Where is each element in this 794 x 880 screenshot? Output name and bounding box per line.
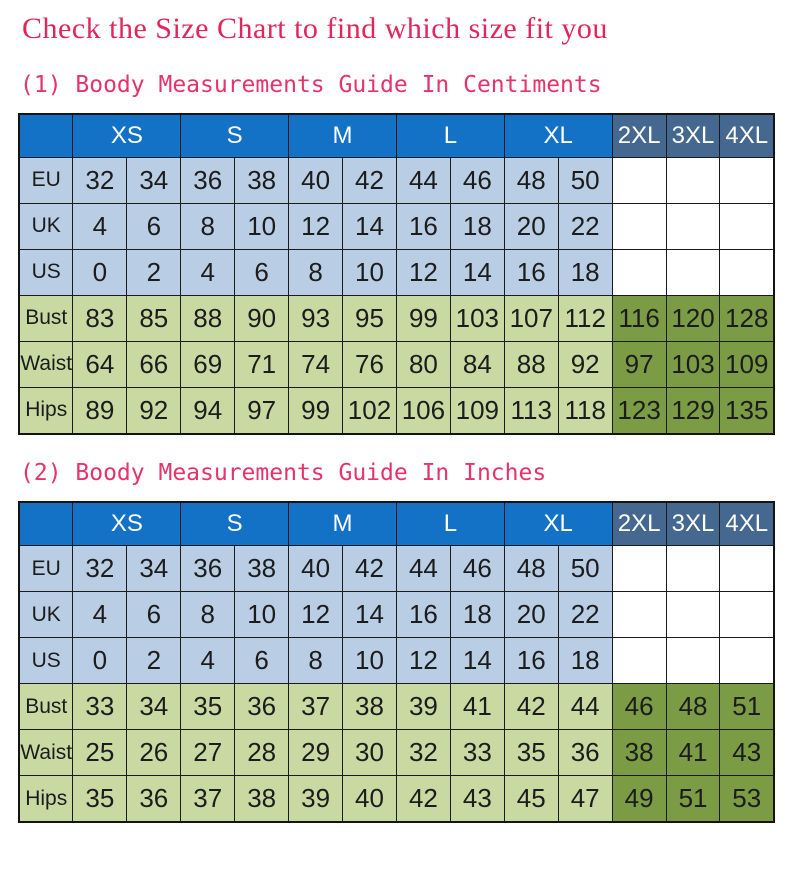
table-cell: 8 [181, 592, 235, 638]
table-cell: 8 [289, 249, 343, 295]
table-cell: 0 [73, 249, 127, 295]
table-cell: 16 [504, 249, 558, 295]
table-cell-extended: 48 [666, 684, 720, 730]
table-cell-extended: 135 [720, 387, 774, 434]
table-cell-extended: 38 [612, 730, 666, 776]
table-header-row [19, 502, 774, 546]
table-cell: 20 [504, 592, 558, 638]
table-cell-extended: 43 [720, 730, 774, 776]
table-cell-extended: 116 [612, 295, 666, 341]
row-label-uk: UK [19, 203, 73, 249]
table-cell: 42 [343, 157, 397, 203]
table-cell-extended [612, 249, 666, 295]
table-cell-extended [666, 638, 720, 684]
table-cell: 35 [73, 776, 127, 823]
table-cell: 71 [235, 341, 289, 387]
section-heading-inches: (2) Boody Measurements Guide In Inches [20, 459, 547, 486]
table-cell: 42 [396, 776, 450, 823]
table-cell: 6 [235, 638, 289, 684]
table-cell: 88 [504, 341, 558, 387]
table-cell: 10 [235, 592, 289, 638]
table-cell: 103 [450, 295, 504, 341]
row-label-eu: EU [19, 157, 73, 203]
table-cell: 27 [181, 730, 235, 776]
table-cell: 16 [396, 592, 450, 638]
row-label-hips: Hips [19, 387, 73, 434]
table-cell: 39 [396, 684, 450, 730]
table-cell: 92 [127, 387, 181, 434]
row-label-waist: Waist [19, 341, 73, 387]
table-cell: 35 [181, 684, 235, 730]
size-header-m: M [289, 114, 397, 158]
size-header-xs: XS [73, 114, 181, 158]
table-cell: 4 [181, 249, 235, 295]
table-row-us [19, 638, 774, 684]
table-cell: 22 [558, 203, 612, 249]
table-cell: 80 [396, 341, 450, 387]
table-cell: 38 [235, 157, 289, 203]
table-cell: 113 [504, 387, 558, 434]
size-header-4xl: 4XL [720, 502, 774, 546]
table-cell: 6 [127, 592, 181, 638]
size-header-3xl: 3XL [666, 114, 720, 158]
table-cell: 29 [289, 730, 343, 776]
row-label-bust: Bust [19, 295, 73, 341]
table-cell-extended [720, 157, 774, 203]
table-cell: 12 [396, 638, 450, 684]
table-cell: 89 [73, 387, 127, 434]
table-cell: 10 [343, 638, 397, 684]
table-row-hips [19, 387, 774, 434]
table-cell: 8 [289, 638, 343, 684]
table-cell: 46 [450, 157, 504, 203]
table-cell: 32 [73, 546, 127, 592]
table-cell: 85 [127, 295, 181, 341]
table-cell-extended: 41 [666, 730, 720, 776]
table-cell: 34 [127, 157, 181, 203]
table-cell: 12 [289, 203, 343, 249]
table-cell: 92 [558, 341, 612, 387]
table-cell: 16 [504, 638, 558, 684]
table-cell: 39 [289, 776, 343, 823]
table-cell-extended [720, 249, 774, 295]
table-row-eu [19, 546, 774, 592]
table-cell: 40 [289, 546, 343, 592]
table-cell: 18 [450, 592, 504, 638]
size-header-s: S [181, 502, 289, 546]
table-cell: 2 [127, 249, 181, 295]
table-row-uk [19, 592, 774, 638]
row-label-waist: Waist [19, 730, 73, 776]
size-header-s: S [181, 114, 289, 158]
size-header-l: L [396, 502, 504, 546]
table-cell: 109 [450, 387, 504, 434]
table-cell-extended [666, 157, 720, 203]
table-cell: 33 [450, 730, 504, 776]
table-cell: 41 [450, 684, 504, 730]
table-cell: 18 [558, 638, 612, 684]
table-cell: 38 [343, 684, 397, 730]
table-cell: 4 [181, 638, 235, 684]
table-cell-extended: 103 [666, 341, 720, 387]
table-cell-extended: 123 [612, 387, 666, 434]
size-header-xl: XL [504, 114, 612, 158]
table-cell: 37 [181, 776, 235, 823]
table-cell: 42 [504, 684, 558, 730]
table-cell: 93 [289, 295, 343, 341]
table-cell: 4 [73, 592, 127, 638]
size-header-m: M [289, 502, 397, 546]
table-cell-extended [666, 249, 720, 295]
table-cell-extended [612, 546, 666, 592]
table-cell: 8 [181, 203, 235, 249]
table-cell-extended [720, 203, 774, 249]
table-cell-extended: 46 [612, 684, 666, 730]
table-cell: 107 [504, 295, 558, 341]
size-header-xl: XL [504, 502, 612, 546]
table-cell: 34 [127, 684, 181, 730]
table-cell: 69 [181, 341, 235, 387]
table-cell: 0 [73, 638, 127, 684]
table-row-bust [19, 684, 774, 730]
row-label-hips: Hips [19, 776, 73, 823]
corner-cell [19, 114, 73, 158]
table-cell-extended: 53 [720, 776, 774, 823]
table-cell: 36 [558, 730, 612, 776]
table-row-uk [19, 203, 774, 249]
table-cell-extended: 97 [612, 341, 666, 387]
row-label-uk: UK [19, 592, 73, 638]
table-cell: 22 [558, 592, 612, 638]
table-cell-extended [720, 638, 774, 684]
table-cell: 2 [127, 638, 181, 684]
table-cell: 50 [558, 157, 612, 203]
table-cell: 14 [343, 203, 397, 249]
table-cell: 36 [181, 157, 235, 203]
table-cell: 12 [289, 592, 343, 638]
table-cell: 44 [396, 157, 450, 203]
page-title: Check the Size Chart to find which size fit you [22, 12, 608, 45]
table-cell: 99 [289, 387, 343, 434]
table-cell: 83 [73, 295, 127, 341]
table-cell: 44 [558, 684, 612, 730]
table-cell: 28 [235, 730, 289, 776]
size-header-2xl: 2XL [612, 502, 666, 546]
table-cell: 76 [343, 341, 397, 387]
table-cell: 95 [343, 295, 397, 341]
table-cell: 46 [450, 546, 504, 592]
table-cell: 33 [73, 684, 127, 730]
table-header-row [19, 114, 774, 158]
table-cell: 32 [73, 157, 127, 203]
table-cell: 45 [504, 776, 558, 823]
table-cell: 97 [235, 387, 289, 434]
table-cell-extended [720, 592, 774, 638]
table-cell: 14 [450, 249, 504, 295]
row-label-eu: EU [19, 546, 73, 592]
corner-cell [19, 502, 73, 546]
table-row-bust [19, 295, 774, 341]
table-cell: 14 [343, 592, 397, 638]
table-cell: 102 [343, 387, 397, 434]
table-cell-extended: 120 [666, 295, 720, 341]
size-header-xs: XS [73, 502, 181, 546]
table-cell: 40 [289, 157, 343, 203]
table-cell: 16 [396, 203, 450, 249]
table-cell: 35 [504, 730, 558, 776]
table-cell: 6 [235, 249, 289, 295]
size-header-4xl: 4XL [720, 114, 774, 158]
table-cell: 42 [343, 546, 397, 592]
size-header-2xl: 2XL [612, 114, 666, 158]
table-cell: 99 [396, 295, 450, 341]
table-cell: 26 [127, 730, 181, 776]
table-cell: 44 [396, 546, 450, 592]
table-cell: 18 [558, 249, 612, 295]
table-cell: 36 [235, 684, 289, 730]
table-cell: 47 [558, 776, 612, 823]
table-cell: 74 [289, 341, 343, 387]
section-heading-centimeters: (1) Boody Measurements Guide In Centiments [20, 71, 602, 98]
size-header-3xl: 3XL [666, 502, 720, 546]
table-cell: 112 [558, 295, 612, 341]
table-cell-extended [612, 592, 666, 638]
table-cell: 48 [504, 546, 558, 592]
table-cell: 88 [181, 295, 235, 341]
table-cell: 4 [73, 203, 127, 249]
table-cell: 6 [127, 203, 181, 249]
table-cell-extended [612, 203, 666, 249]
table-cell: 25 [73, 730, 127, 776]
table-cell: 10 [343, 249, 397, 295]
table-row-us [19, 249, 774, 295]
table-cell: 84 [450, 341, 504, 387]
table-cell: 18 [450, 203, 504, 249]
table-cell: 10 [235, 203, 289, 249]
table-cell-extended [612, 157, 666, 203]
row-label-us: US [19, 249, 73, 295]
table-cell-extended [666, 203, 720, 249]
section-inches [18, 461, 794, 823]
table-cell-extended [612, 638, 666, 684]
table-cell: 37 [289, 684, 343, 730]
table-cell-extended [666, 546, 720, 592]
row-label-us: US [19, 638, 73, 684]
table-cell-extended: 51 [720, 684, 774, 730]
table-cell-extended [720, 546, 774, 592]
table-cell: 64 [73, 341, 127, 387]
table-row-waist [19, 730, 774, 776]
size-table-inches [18, 501, 775, 823]
size-table-centimeters [18, 113, 775, 435]
table-cell-extended [666, 592, 720, 638]
table-row-hips [19, 776, 774, 823]
table-cell: 38 [235, 776, 289, 823]
table-cell: 34 [127, 546, 181, 592]
table-cell: 106 [396, 387, 450, 434]
table-cell: 43 [450, 776, 504, 823]
table-cell: 48 [504, 157, 558, 203]
table-cell-extended: 49 [612, 776, 666, 823]
table-cell: 32 [396, 730, 450, 776]
table-cell: 40 [343, 776, 397, 823]
table-cell: 38 [235, 546, 289, 592]
row-label-bust: Bust [19, 684, 73, 730]
table-cell: 118 [558, 387, 612, 434]
table-cell-extended: 109 [720, 341, 774, 387]
table-cell: 14 [450, 638, 504, 684]
table-cell: 36 [181, 546, 235, 592]
table-cell: 90 [235, 295, 289, 341]
table-row-eu [19, 157, 774, 203]
table-cell: 36 [127, 776, 181, 823]
table-cell-extended: 129 [666, 387, 720, 434]
table-cell: 30 [343, 730, 397, 776]
table-row-waist [19, 341, 774, 387]
size-header-l: L [396, 114, 504, 158]
table-cell: 20 [504, 203, 558, 249]
table-cell: 12 [396, 249, 450, 295]
section-centimeters [18, 73, 794, 435]
table-cell: 94 [181, 387, 235, 434]
table-cell: 50 [558, 546, 612, 592]
table-cell-extended: 51 [666, 776, 720, 823]
table-cell-extended: 128 [720, 295, 774, 341]
table-cell: 66 [127, 341, 181, 387]
